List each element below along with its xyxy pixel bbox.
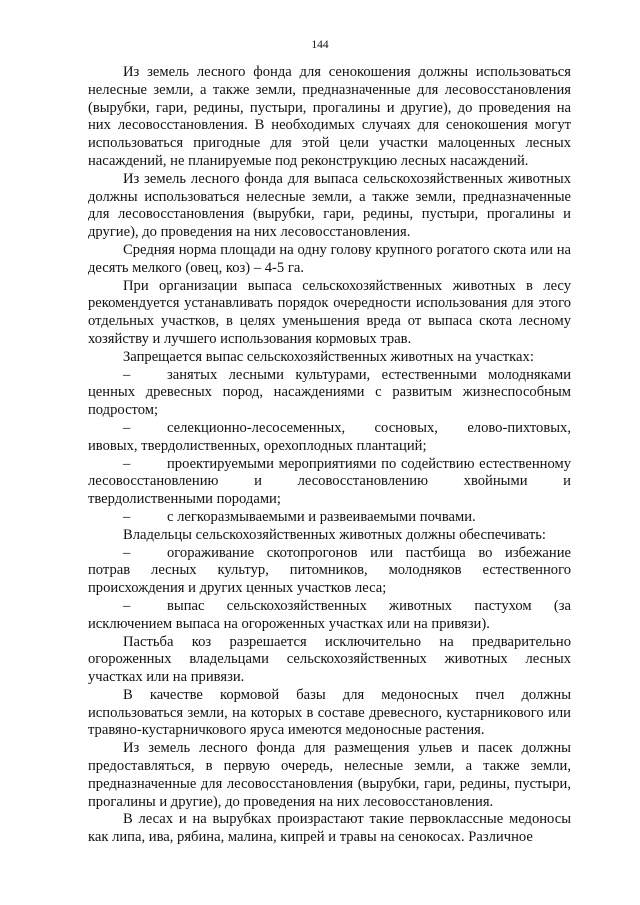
paragraph-goat-grazing: Пастьба коз разрешается исключительно на предварительно огороженных владельцами сельскохозяйственных животных лесных участках или на привязи. [88,633,571,686]
list-item-text: огораживание скотопрогонов или пастбища во избежание потрав лесных культур, питомников, молодняков естественного происхождения и других ценных участков леса; [88,544,571,597]
paragraph-grazing-lands: Из земель лесного фонда для выпаса сельскохозяйственных животных должны использоваться нелесные земли, а также земли, предназначенные для лесовосстановления (вырубки, гари, редины, пустыри, прогалины и другие), до проведения на них лесовосстановления. [88,170,571,241]
list-item-text: с легкоразмываемыми и развеиваемыми почвами. [167,508,476,525]
page-number: 144 [311,39,329,51]
list-item-text: проектируемыми мероприятиями по содействию естественному лесовосстановлению и лесовосстановлению хвойными и твердолиственными породами; [88,455,571,508]
paragraph-bee-forage: В качестве кормовой базы для медоносных пчел должны использоваться земли, на которых в составе древесного, кустарникового или травяно-кустарничкового яруса имеются медоносные растения. [88,686,571,739]
list-item [88,545,571,598]
list-dash: – [123,508,131,525]
paragraph-owner-duties: Владельцы сельскохозяйственных животных должны обеспечивать: [123,526,546,543]
list-item-text: селекционно-лесосеменных, сосновых, елово-пихтовых, ивовых, твердолиственных, орехоплодных плантаций; [88,419,571,454]
paragraph-grazing-prohibited: Запрещается выпас сельскохозяйственных животных на участках: [123,348,534,365]
paragraph-grazing-norm: Средняя норма площади на одну голову крупного рогатого скота или на десять мелкого (овец, коз) – 4-5 га. [88,241,571,276]
list-dash: – [123,419,131,436]
paragraph-honey-plants: В лесах и на вырубках произрастают такие первоклассные медоносы как липа, ива, рябина, малина, кипрей и травы на сенокосах. Различное [88,811,571,846]
list-dash: – [123,455,131,472]
list-item [88,598,571,634]
list-item [88,456,571,509]
paragraph-grazing-order: При организации выпаса сельскохозяйственных животных в лесу рекомендуется устанавливать порядок очередности использования для этого отдельных участков, в целях уменьшения вреда от выпаса скота лесному хозяйству и лучшего использования кормовых трав. [88,277,571,347]
paragraph-hay-mowing: Из земель лесного фонда для сенокошения должны использоваться нелесные земли, а также земли, предназначенные для лесовосстановления (вырубки, гари, редины, пустыри, прогалины и другие), до проведения на них лесовосстановления. В необходимых случаях для сенокошения могут использоваться пригодные для этой цели участки малоценных лесных насаждений, не планируемые под реконструкцию лесных насаждений. [88,64,571,169]
list-item [88,509,571,527]
list-item [88,420,571,456]
list-dash: – [123,597,131,614]
paragraph-apiary-placement: Из земель лесного фонда для размещения ульев и пасек должны предоставляться, в первую очередь, нелесные земли, а также земли, предназначенные для лесовосстановления (вырубки, гари, редины, пустыри, прогалины и другие), до проведения на них лесовосстановления. [88,740,571,810]
document-body [88,64,571,847]
list-item-text: занятых лесными культурами, естественными молодняками ценных древесных пород, насаждениями с развитым жизнеспособным подростом; [88,366,571,419]
list-item [88,367,571,420]
list-dash: – [123,366,131,383]
list-dash: – [123,544,131,561]
list-item-text: выпас сельскохозяйственных животных пастухом (за исключением выпаса на огороженных участках или на привязи). [88,597,571,632]
